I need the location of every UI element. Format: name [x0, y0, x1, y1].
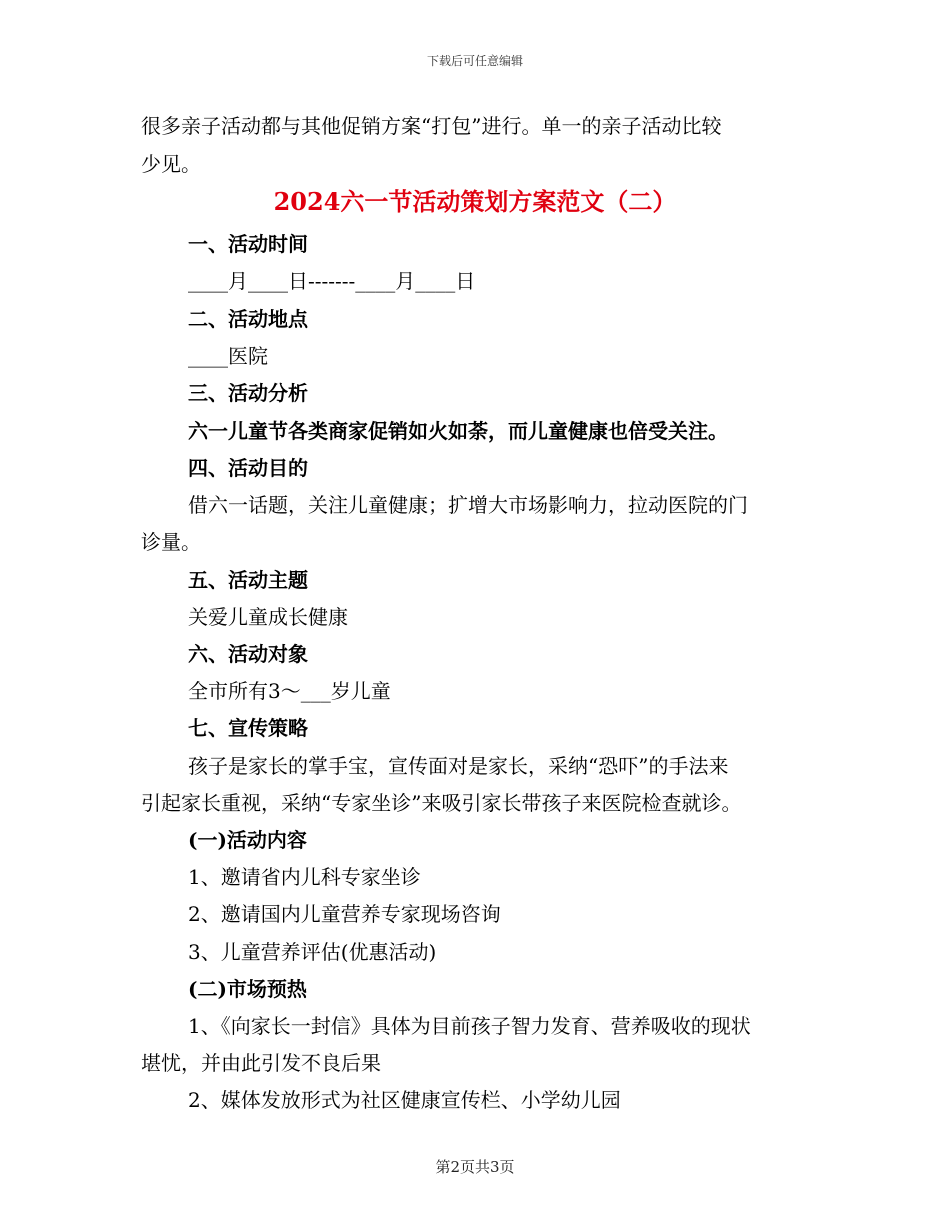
subsection-1-heading: (一)活动内容 [188, 828, 307, 852]
section-1-text: ____月____日-------____月____日 [188, 269, 476, 293]
section-2-text: ____医院 [188, 344, 268, 368]
section-4-text-2: 诊量。 [141, 530, 201, 554]
page-footer: 第2页共3页 [435, 1158, 515, 1176]
subsection-1-item: 2、邀请国内儿童营养专家现场咨询 [188, 902, 501, 926]
section-7-heading: 七、宣传策略 [188, 716, 308, 740]
intro-line-2: 少见。 [141, 152, 201, 176]
section-5-text: 关爱儿童成长健康 [188, 605, 348, 629]
section-4-text-1: 借六一话题，关注儿童健康；扩增大市场影响力，拉动医院的门 [188, 493, 748, 517]
subsection-2-item-cont: 堪忧，并由此引发不良后果 [141, 1051, 381, 1075]
intro-line-1: 很多亲子活动都与其他促销方案“打包”进行。单一的亲子活动比较 [141, 114, 722, 138]
document-title: 2024六一节活动策划方案范文（二） [273, 187, 677, 216]
subsection-2-item: 2、媒体发放形式为社区健康宣传栏、小学幼儿园 [188, 1088, 621, 1112]
subsection-1-item: 3、儿童营养评估(优惠活动) [188, 940, 437, 964]
section-6-heading: 六、活动对象 [188, 642, 308, 666]
section-2-heading: 二、活动地点 [188, 307, 308, 331]
section-7-text-2: 引起家长重视，采纳“专家坐诊”来吸引家长带孩子来医院检查就诊。 [141, 791, 742, 815]
section-1-heading: 一、活动时间 [188, 232, 308, 256]
section-3-heading: 三、活动分析 [188, 381, 308, 405]
section-5-heading: 五、活动主题 [188, 568, 308, 592]
section-6-text: 全市所有3～___岁儿童 [188, 679, 391, 703]
subsection-2-item: 1、《向家长一封信》具体为目前孩子智力发育、营养吸收的现状 [188, 1014, 751, 1038]
subsection-1-item: 1、邀请省内儿科专家坐诊 [188, 865, 421, 889]
section-4-heading: 四、活动目的 [188, 456, 308, 480]
section-3-text: 六一儿童节各类商家促销如火如荼，而儿童健康也倍受关注。 [188, 419, 728, 443]
section-7-text-1: 孩子是家长的掌手宝，宣传面对是家长，采纳“恐吓”的手法来 [188, 754, 729, 778]
page-header: 下载后可任意编辑 [426, 54, 523, 68]
subsection-2-heading: (二)市场预热 [188, 977, 307, 1001]
